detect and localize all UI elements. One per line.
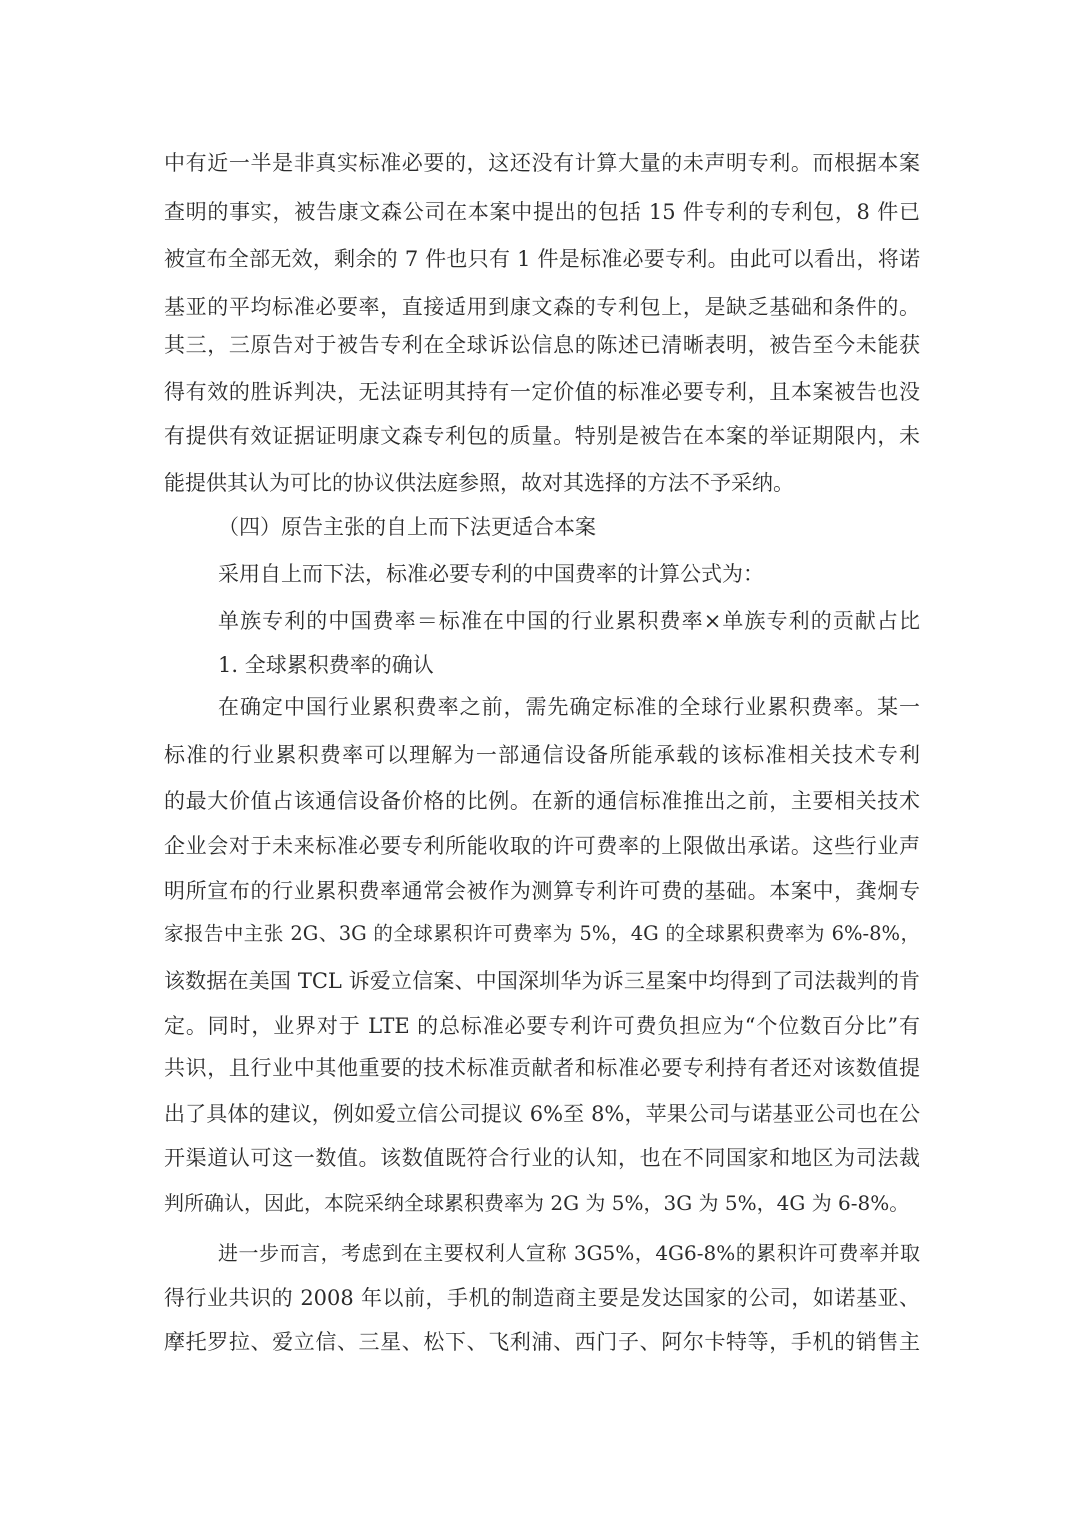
text-line: 标准的行业累积费率可以理解为一部通信设备所能承载的该标准相关技术专利 xyxy=(164,743,920,767)
text-line: 定。同时，业界对于 LTE 的总标准必要专利许可费负担应为“个位数百分比”有 xyxy=(164,1014,920,1038)
section-heading: （四）原告主张的自上而下法更适合本案 xyxy=(218,515,596,539)
subsection-heading: 1. 全球累积费率的确认 xyxy=(218,653,434,677)
formula-line: 单族专利的中国费率＝标准在中国的行业累积费率×单族专利的贡献占比 xyxy=(218,609,920,633)
text-line: 基亚的平均标准必要率，直接适用到康文森的专利包上，是缺乏基础和条件的。 xyxy=(164,295,920,319)
text-line: 明所宣布的行业累积费率通常会被作为测算专利许可费的基础。本案中，龚炯专 xyxy=(164,879,920,903)
text-line: 摩托罗拉、爱立信、三星、松下、飞利浦、西门子、阿尔卡特等，手机的销售主 xyxy=(164,1330,920,1354)
text-line: 企业会对于未来标准必要专利所能收取的许可费率的上限做出承诺。这些行业声 xyxy=(164,834,920,858)
text-line: 查明的事实，被告康文森公司在本案中提出的包括 15 件专利的专利包，8 件已 xyxy=(164,200,920,224)
text-line: 采用自上而下法，标准必要专利的中国费率的计算公式为： xyxy=(218,562,764,586)
text-line: 得有效的胜诉判决，无法证明其持有一定价值的标准必要专利，且本案被告也没 xyxy=(164,380,920,404)
text-line: 其三，三原告对于被告专利在全球诉讼信息的陈述已清晰表明，被告至今未能获 xyxy=(164,333,920,357)
text-line: 有提供有效证据证明康文森专利包的质量。特别是被告在本案的举证期限内，未 xyxy=(164,424,920,448)
text-line: 出了具体的建议，例如爱立信公司提议 6%至 8%，苹果公司与诺基亚公司也在公 xyxy=(164,1102,920,1126)
text-line: 开渠道认可这一数值。该数值既符合行业的认知，也在不同国家和地区为司法裁 xyxy=(164,1146,920,1170)
text-line: 被宣布全部无效，剩余的 7 件也只有 1 件是标准必要专利。由此可以看出，将诺 xyxy=(164,247,920,271)
text-line: 中有近一半是非真实标准必要的，这还没有计算大量的未声明专利。而根据本案 xyxy=(164,151,920,175)
text-line: 共识，且行业中其他重要的技术标准贡献者和标准必要专利持有者还对该数值提 xyxy=(164,1056,920,1080)
text-line: 家报告中主张 2G、3G 的全球累积许可费率为 5%，4G 的全球累积费率为 6%-8%， xyxy=(164,922,920,945)
text-line: 的最大价值占该通信设备价格的比例。在新的通信标准推出之前，主要相关技术 xyxy=(164,789,920,813)
text-line: 在确定中国行业累积费率之前，需先确定标准的全球行业累积费率。某一 xyxy=(218,695,920,719)
text-line: 得行业共识的 2008 年以前，手机的制造商主要是发达国家的公司，如诺基亚、 xyxy=(164,1286,920,1310)
text-line: 判所确认，因此，本院采纳全球累积费率为 2G 为 5%，3G 为 5%，4G 为 6-8%。 xyxy=(164,1191,910,1215)
text-line: 进一步而言，考虑到在主要权利人宣称 3G5%，4G6-8%的累积许可费率并取 xyxy=(218,1241,920,1265)
text-line: 该数据在美国 TCL 诉爱立信案、中国深圳华为诉三星案中均得到了司法裁判的肯 xyxy=(164,969,920,993)
text-line: 能提供其认为可比的协议供法庭参照，故对其选择的方法不予采纳。 xyxy=(164,471,794,495)
